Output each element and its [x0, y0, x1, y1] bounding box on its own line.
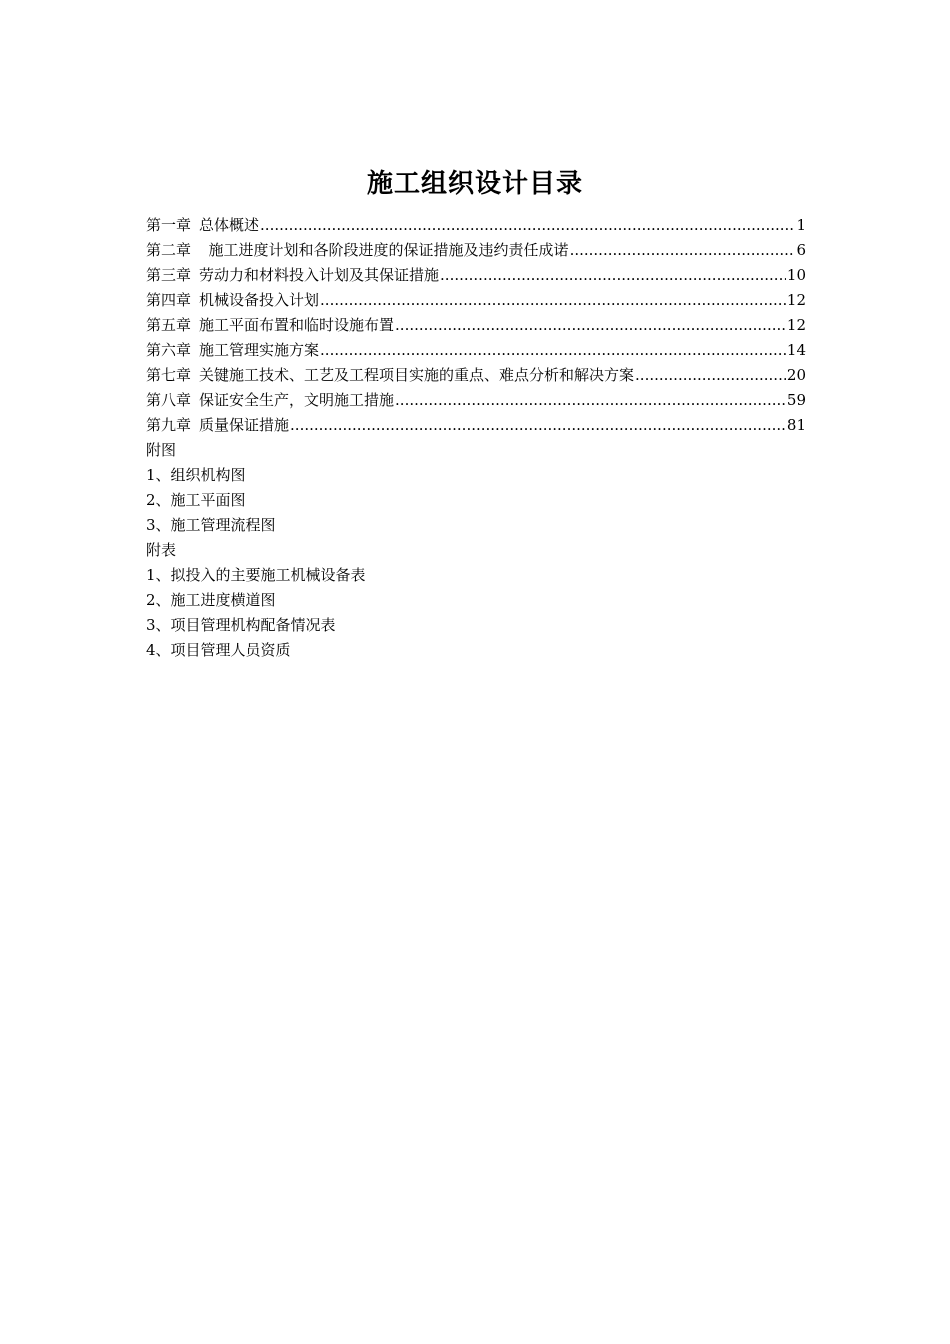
toc-page-number: 81 — [786, 416, 806, 434]
toc-page-number: 6 — [796, 241, 806, 259]
toc-entry[interactable] — [146, 388, 806, 413]
toc-leader-dots — [440, 263, 786, 288]
toc-entry-title: 施工进度计划和各阶段进度的保证措施及违约责任成诺 — [199, 241, 569, 259]
toc-leader-dots — [290, 413, 786, 438]
toc-chapter-label: 第八章 — [146, 391, 192, 409]
toc-entry[interactable] — [146, 313, 806, 338]
toc-chapter-label: 第四章 — [146, 291, 192, 309]
toc-leader-dots — [570, 238, 796, 263]
toc-leader-dots — [395, 313, 786, 338]
toc-chapter-label: 第九章 — [146, 416, 192, 434]
appendix-figure-item: 3、施工管理流程图 — [146, 516, 276, 534]
toc-page-number: 14 — [786, 341, 806, 359]
toc-leader-dots — [395, 388, 786, 413]
table-of-contents — [146, 213, 806, 663]
toc-entry[interactable] — [146, 238, 806, 263]
toc-entry[interactable] — [146, 338, 806, 363]
toc-chapter-label: 第三章 — [146, 266, 192, 284]
toc-chapter-label: 第一章 — [146, 216, 192, 234]
toc-page-number: 12 — [786, 291, 806, 309]
appendix-table-item: 2、施工进度横道图 — [146, 591, 276, 609]
toc-entry-title: 机械设备投入计划 — [199, 291, 320, 309]
toc-page-number: 59 — [786, 391, 806, 409]
toc-entry-title: 关键施工技术、工艺及工程项目实施的重点、难点分析和解决方案 — [199, 366, 635, 384]
toc-entry[interactable] — [146, 413, 806, 438]
toc-entry-title: 保证安全生产，文明施工措施 — [199, 391, 395, 409]
toc-chapter-label: 第五章 — [146, 316, 192, 334]
appendix-figures-heading: 附图 — [146, 441, 177, 459]
toc-page-number: 20 — [786, 366, 806, 384]
toc-entry-title: 施工平面布置和临时设施布置 — [199, 316, 395, 334]
appendix-figure-item: 1、组织机构图 — [146, 466, 246, 484]
toc-leader-dots — [260, 213, 795, 238]
toc-chapter-label: 第七章 — [146, 366, 192, 384]
toc-entry[interactable] — [146, 213, 806, 238]
appendix-table-item: 3、项目管理机构配备情况表 — [146, 616, 336, 634]
toc-entry-title: 质量保证措施 — [199, 416, 290, 434]
toc-page-number: 10 — [786, 266, 806, 284]
appendix-figure-item: 2、施工平面图 — [146, 491, 246, 509]
toc-leader-dots — [320, 338, 786, 363]
toc-leader-dots — [635, 363, 786, 388]
toc-entry[interactable] — [146, 288, 806, 313]
toc-entry[interactable] — [146, 263, 806, 288]
toc-entry-title: 劳动力和材料投入计划及其保证措施 — [199, 266, 440, 284]
appendix-table-item: 1、拟投入的主要施工机械设备表 — [146, 566, 366, 584]
appendix-tables-heading: 附表 — [146, 541, 177, 559]
toc-entry-title: 总体概述 — [199, 216, 260, 234]
toc-entry-title: 施工管理实施方案 — [199, 341, 320, 359]
toc-page-number: 1 — [796, 216, 806, 234]
toc-page-number: 12 — [786, 316, 806, 334]
document-title: 施工组织设计目录 — [366, 169, 583, 199]
toc-leader-dots — [320, 288, 786, 313]
toc-entry[interactable] — [146, 363, 806, 388]
appendix-table-item: 4、项目管理人员资质 — [146, 641, 291, 659]
toc-chapter-label: 第二章 — [146, 241, 192, 259]
toc-chapter-label: 第六章 — [146, 341, 192, 359]
